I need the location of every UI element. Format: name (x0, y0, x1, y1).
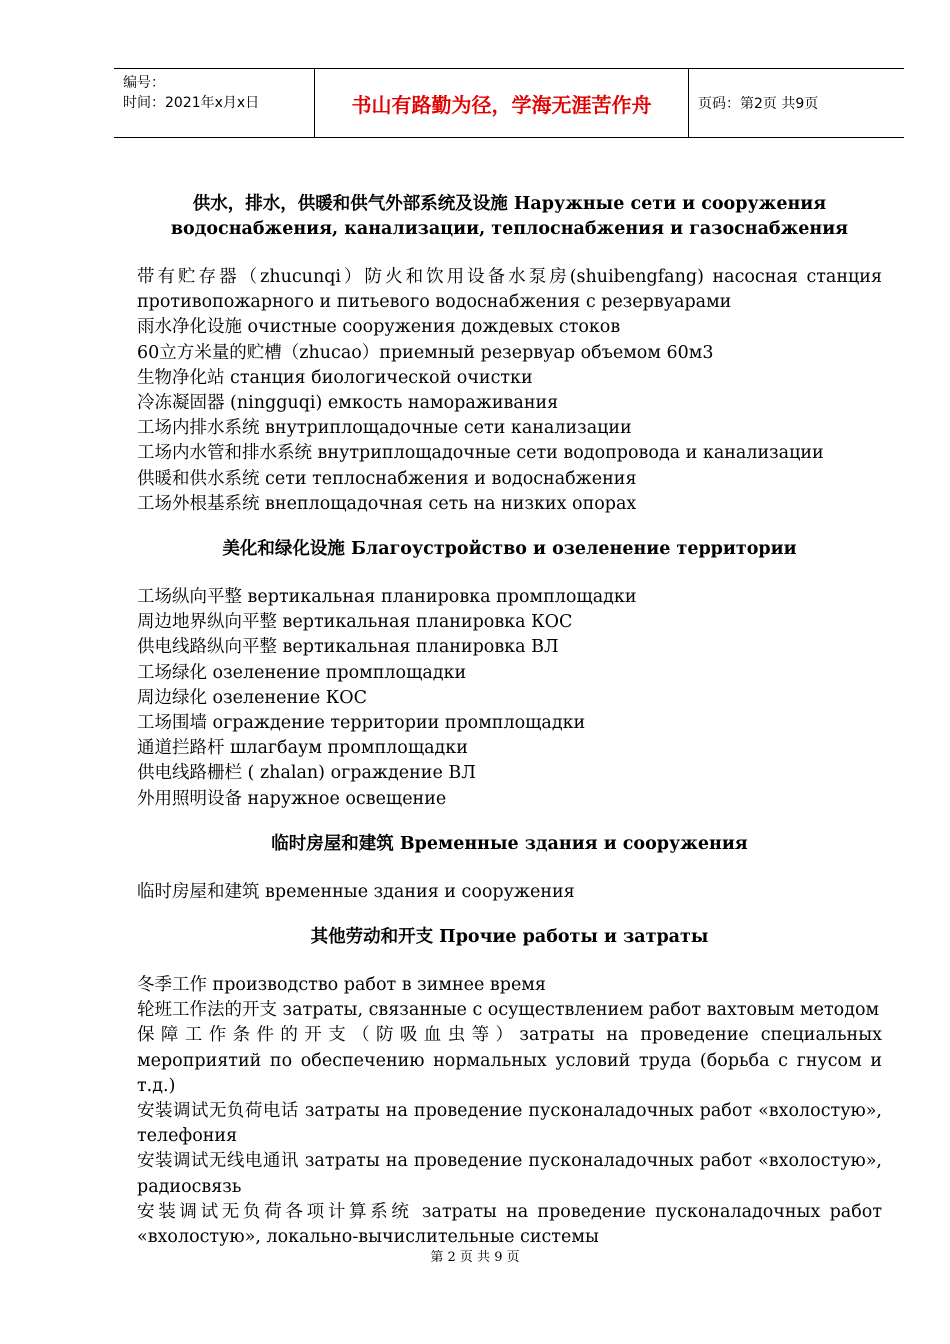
list-item: 雨水净化设施 очистные сооружения дождевых стоков (137, 317, 621, 338)
list-item: 工场内水管和排水系统 внутриплощадочные сети водопровода и канализации (137, 443, 824, 464)
list-item: 外用照明设备 наружное освещение (137, 788, 447, 809)
header-motto: 书山有路勤为径，学海无涯苦作舟 (315, 69, 689, 137)
list-item: 带有贮存器（zhucunqi）防火和饮用设备水泵房(shuibengfang) насосная станция противопожарного и питьевого водоснабжения с резервуарами (137, 267, 882, 313)
list-item: 安装调试无负荷各项计算系统 затраты на проведение пусконаладочных работ «вхолостую», локально-вычислительные системы (137, 1201, 882, 1248)
section-heading: 其他劳动和开支 Прочие работы и затраты (310, 927, 709, 948)
list-item: 供电线路纵向平整 вертикальная планировка ВЛ (137, 637, 559, 658)
page-header (114, 68, 904, 138)
list-item: 安装调试无线电通讯 затраты на проведение пусконаладочных работ «вхолостую», радиосвязь (137, 1151, 882, 1197)
page-footer: 第 2 页 共 9 页 (430, 1250, 520, 1265)
list-item: 临时房屋和建筑 временные здания и сооружения (137, 881, 575, 902)
list-item: 工场外根基系统 внеплощадочная сеть на низких опорах (137, 493, 637, 514)
section-heading: 供水，排水，供暖和供气外部系统及设施 Наружные сети и сооружения водоснабжения, канализации, теплоснабжения и газоснабжения (170, 194, 849, 239)
list-item: 供电线路栅栏 ( zhalan) ограждение ВЛ (137, 763, 476, 784)
list-item: 安装调试无负荷电话 затраты на проведение пусконаладочных работ «вхолостую», телефония (137, 1101, 882, 1147)
list-item: 冬季工作 производство работ в зимнее время (137, 975, 546, 996)
list-item: 轮班工作法的开支 затраты, связанные с осуществлением работ вахтовым методом (137, 1000, 880, 1021)
list-item: 冷冻凝固器 (ningguqi) емкость намораживания (137, 393, 559, 414)
list-item: 工场绿化 озеленение промплощадки (137, 662, 467, 683)
list-item: 通道拦路杆 шлагбаум промплощадки (137, 738, 468, 759)
list-item: 保障工作条件的开支（防吸血虫等）затраты на проведение специальных мероприятий по обеспечению нормальных условий труда (борьба с гнусом и т.д.) (137, 1025, 882, 1096)
list-item: 工场内排水系统 внутриплощадочные сети канализации (137, 418, 632, 439)
section-heading: 临时房屋和建筑 Временные здания и сооружения (271, 833, 748, 854)
list-item: 工场围墙 ограждение территории промплощадки (137, 713, 586, 734)
list-item: 生物净化站 станция биологической очистки (137, 367, 533, 388)
number-label: 编号： (123, 75, 165, 91)
document-body (137, 192, 882, 1250)
section-heading: 美化和绿化设施 Благоустройство и озеленение территории (222, 539, 797, 560)
list-item: 供暖和供水系统 сети теплоснабжения и водоснабжения (137, 468, 637, 489)
header-meta (114, 69, 315, 137)
time-label: 时间：2021年x月x日 (123, 95, 260, 111)
list-item: 周边绿化 озеленение КОС (137, 687, 368, 708)
list-item: 周边地界纵向平整 вертикальная планировка КОС (137, 612, 573, 633)
list-item: 工场纵向平整 вертикальная планировка промплощадки (137, 587, 637, 608)
header-page-label: 页码：第2页 共9页 (698, 96, 819, 112)
list-item: 60立方米量的贮槽（zhucao）приемный резервуар объемом 60м3 (137, 342, 714, 363)
